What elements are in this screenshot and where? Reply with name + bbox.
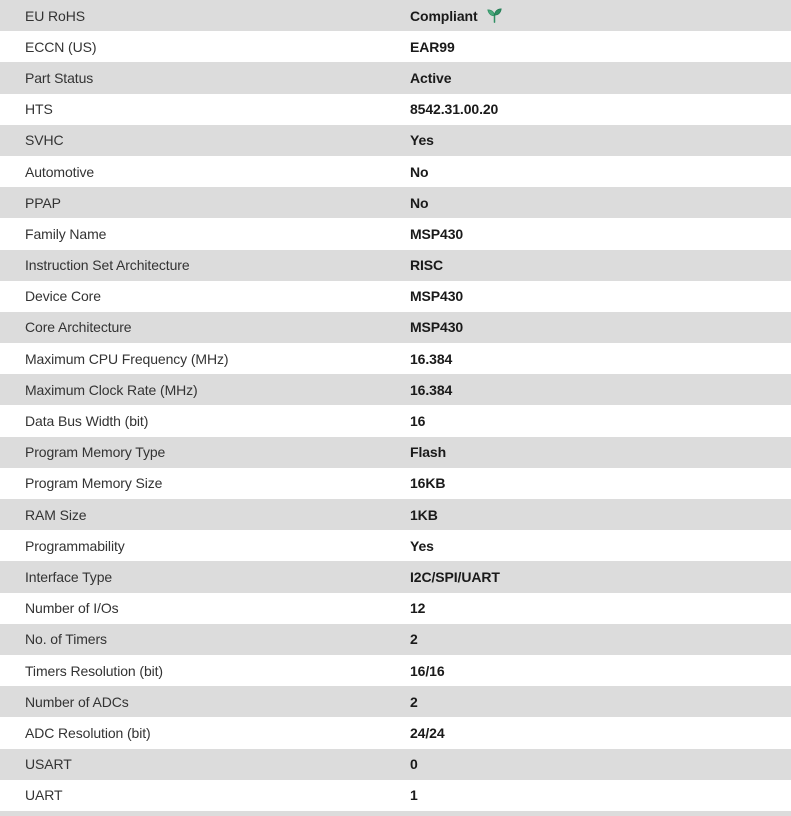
table-row	[0, 593, 791, 624]
spec-label: Part Status	[25, 69, 94, 86]
spec-label: HTS	[25, 101, 53, 118]
table-row	[0, 218, 791, 249]
spec-label: Core Architecture	[25, 319, 132, 336]
spec-value	[410, 444, 446, 460]
table-row	[0, 31, 791, 62]
spec-value	[410, 164, 428, 180]
table-row	[0, 374, 791, 405]
table-row	[0, 343, 791, 374]
table-row	[0, 468, 791, 499]
spec-label: Program Memory Size	[25, 475, 163, 492]
spec-value-text: 16.384	[410, 350, 453, 367]
spec-value	[410, 413, 425, 429]
spec-value-text: EAR99	[410, 38, 455, 55]
spec-value-text: 16	[410, 413, 426, 430]
spec-value	[410, 725, 445, 741]
spec-label: Device Core	[25, 288, 101, 305]
spec-value	[410, 569, 500, 585]
spec-label: SVHC	[25, 132, 64, 149]
table-row	[0, 499, 791, 530]
spec-value	[410, 538, 434, 554]
spec-value-text: MSP430	[410, 288, 464, 305]
table-row	[0, 94, 791, 125]
spec-label: Data Bus Width (bit)	[25, 413, 149, 430]
spec-value-text: 16/16	[410, 662, 445, 679]
spec-label: Program Memory Type	[25, 444, 166, 461]
spec-value	[410, 351, 452, 367]
table-row	[0, 156, 791, 187]
table-row	[0, 717, 791, 748]
spec-value	[410, 195, 428, 211]
spec-value-text: MSP430	[410, 319, 464, 336]
table-row	[0, 811, 791, 816]
table-row	[0, 405, 791, 436]
spec-label: Family Name	[25, 225, 107, 242]
spec-value	[410, 319, 463, 335]
spec-value-text: RISC	[410, 257, 444, 274]
spec-value-text: Yes	[410, 132, 434, 149]
table-row	[0, 561, 791, 592]
spec-value-text: Compliant	[410, 7, 478, 24]
spec-value	[410, 787, 418, 803]
spec-label: Maximum CPU Frequency (MHz)	[25, 350, 229, 367]
leaf-icon	[486, 7, 503, 24]
spec-value-text: 8542.31.00.20	[410, 101, 499, 118]
spec-value-text: No	[410, 163, 429, 180]
spec-value	[410, 507, 438, 523]
table-row	[0, 530, 791, 561]
spec-value	[410, 756, 418, 772]
spec-value-text: 2	[410, 631, 418, 648]
spec-value	[410, 694, 418, 710]
table-row	[0, 780, 791, 811]
spec-label: No. of Timers	[25, 631, 107, 648]
spec-value-text: 12	[410, 600, 426, 617]
spec-value-text: 24/24	[410, 724, 445, 741]
table-row	[0, 281, 791, 312]
spec-label: Automotive	[25, 163, 95, 180]
spec-value-text: 1	[410, 787, 418, 804]
spec-label: ADC Resolution (bit)	[25, 724, 151, 741]
spec-value	[410, 7, 503, 24]
spec-value-text: 1KB	[410, 506, 438, 523]
spec-value	[410, 39, 455, 55]
spec-label: Instruction Set Architecture	[25, 257, 190, 274]
table-row	[0, 187, 791, 218]
spec-value-text: 16KB	[410, 475, 446, 492]
spec-label: PPAP	[25, 194, 61, 211]
spec-value	[410, 288, 463, 304]
spec-value-text: MSP430	[410, 225, 464, 242]
spec-value	[410, 132, 434, 148]
spec-value	[410, 475, 445, 491]
spec-value	[410, 663, 445, 679]
table-row	[0, 125, 791, 156]
spec-label: Programmability	[25, 537, 125, 554]
spec-value	[410, 101, 498, 117]
spec-label: Number of ADCs	[25, 693, 129, 710]
table-row	[0, 62, 791, 93]
spec-value-text: Yes	[410, 537, 434, 554]
spec-value-text: Flash	[410, 444, 447, 461]
table-row	[0, 655, 791, 686]
table-row	[0, 437, 791, 468]
spec-label: Number of I/Os	[25, 600, 119, 617]
table-row	[0, 686, 791, 717]
spec-value	[410, 70, 451, 86]
table-row	[0, 250, 791, 281]
spec-value	[410, 257, 443, 273]
spec-label: Interface Type	[25, 568, 113, 585]
spec-value-text: 2	[410, 693, 418, 710]
spec-value	[410, 631, 418, 647]
spec-value	[410, 382, 452, 398]
table-row	[0, 0, 791, 31]
spec-value-text: 0	[410, 756, 418, 773]
table-row	[0, 624, 791, 655]
spec-value	[410, 600, 425, 616]
spec-value-text: I2C/SPI/UART	[410, 568, 500, 585]
spec-value-text: Active	[410, 69, 452, 86]
spec-value	[410, 226, 463, 242]
spec-label: Timers Resolution (bit)	[25, 662, 163, 679]
table-row	[0, 312, 791, 343]
spec-label: UART	[25, 787, 63, 804]
spec-value-text: 16.384	[410, 381, 453, 398]
spec-label: Maximum Clock Rate (MHz)	[25, 381, 198, 398]
spec-label: RAM Size	[25, 506, 87, 523]
table-row	[0, 749, 791, 780]
spec-value-text: No	[410, 194, 429, 211]
spec-label: ECCN (US)	[25, 38, 97, 55]
spec-label: EU RoHS	[25, 7, 85, 24]
spec-label: USART	[25, 756, 72, 773]
